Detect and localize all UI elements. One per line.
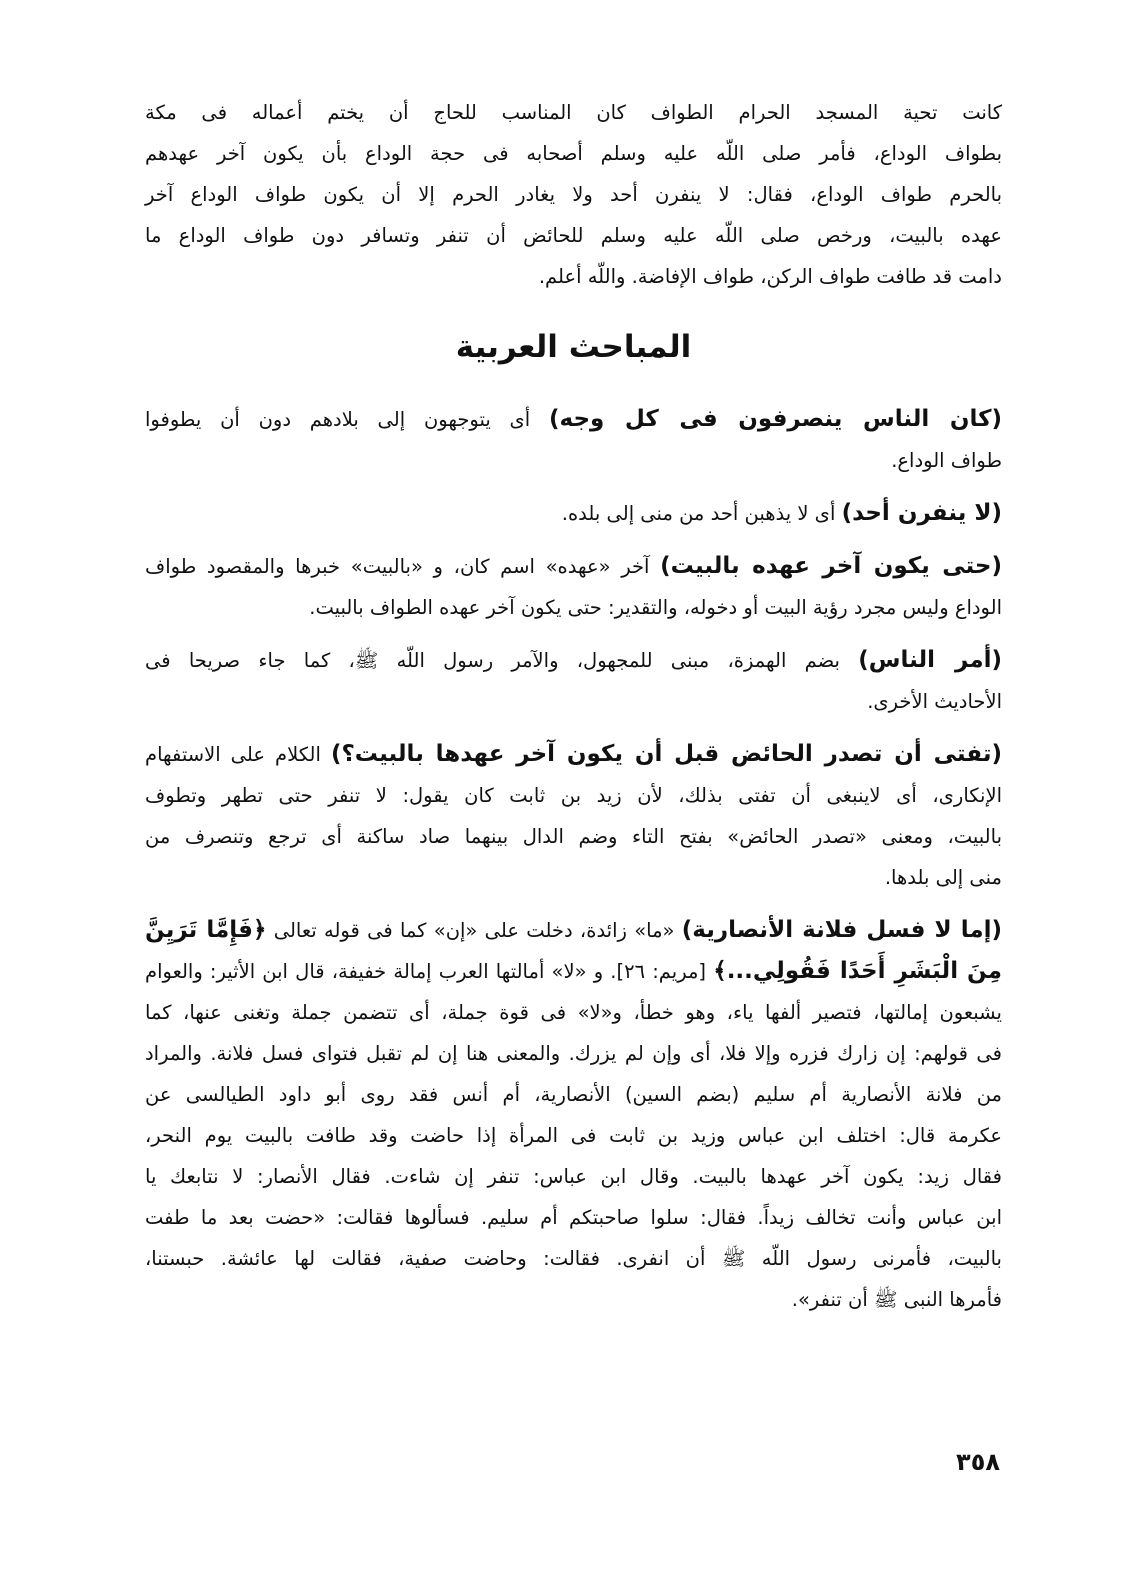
- text-line: [145, 951, 1002, 992]
- text-line: [145, 857, 1002, 898]
- line-text: عهده بالبيت، ورخص صلى اللّه عليه وسلم للحائض أن تنفر وتسافر دون طواف الوداع ما: [145, 224, 1002, 247]
- line-text: من فلانة الأنصارية أم سليم (بضم السين) الأنصارية، أم أنس فقد روى أبو داود الطيالسى عن: [145, 1083, 1002, 1106]
- text-line: [145, 215, 1002, 256]
- line-text: منى إلى بلدها.: [884, 866, 1002, 889]
- text-line: [145, 734, 1002, 775]
- line-text: «ما» زائدة، دخلت على «إن» كما فى قوله تعالى: [266, 919, 682, 942]
- commentary-paragraph: [145, 493, 1002, 534]
- text-line: [145, 775, 1002, 816]
- line-text: كانت تحية المسجد الحرام الطواف كان المناسب للحاج أن يختم أعماله فى مكة: [145, 101, 1002, 124]
- text-line: [145, 1074, 1002, 1115]
- line-text: فى قولهم: إن زارك فزره وإلا فلا، أى وإن لم يزرك. والمعنى هنا إن لم تقبل فتواى فسل فلانة. والمراد: [145, 1042, 1002, 1065]
- section-heading: المباحث العربية: [455, 329, 692, 365]
- text-line: [145, 1115, 1002, 1156]
- commentary-paragraph: [145, 734, 1002, 898]
- line-text: الوداع وليس مجرد رؤية البيت أو دخوله، والتقدير: حتى يكون آخر عهده الطواف بالبيت.: [309, 596, 1002, 619]
- page-body: [145, 92, 1002, 1332]
- line-text: بطواف الوداع، فأمر صلى اللّه عليه وسلم أصحابه فى حجة الوداع بأن يكون آخر عهدهم: [145, 142, 1002, 165]
- commentary-section: [145, 399, 1002, 1320]
- commentary-paragraph: [145, 399, 1002, 481]
- line-text: طواف الوداع.: [891, 449, 1002, 472]
- bold-term: (إما لا فسل فلانة الأنصارية): [681, 917, 1003, 943]
- text-line: [145, 133, 1002, 174]
- commentary-paragraph: [145, 640, 1002, 722]
- bold-term: مِنَ الْبَشَرِ أَحَدًا فَقُولِي...﴾: [713, 958, 1003, 984]
- line-text: بضم الهمزة، مبنى للمجهول، والآمر رسول اللّه ﷺ، كما جاء صريحا فى: [145, 649, 859, 672]
- commentary-paragraph: [145, 910, 1002, 1320]
- text-line: [145, 910, 1002, 951]
- line-text: الأحاديث الأخرى.: [867, 690, 1002, 713]
- line-text: الكلام على الاستفهام: [145, 743, 331, 766]
- text-line: [145, 587, 1002, 628]
- text-line: [145, 992, 1002, 1033]
- line-text: ابن عباس وأنت تخالف زيداً. فقال: سلوا صاحبتكم أم سليم. فسألوها فقالت: «حضت بعد ما طفت: [145, 1206, 1002, 1229]
- line-text: أى لا يذهبن أحد من منى إلى بلده.: [561, 502, 842, 525]
- bold-term: (حتى يكون آخر عهده بالبيت): [660, 553, 1002, 579]
- line-text: أى يتوجهون إلى بلادهم دون أن يطوفوا: [145, 408, 549, 431]
- line-text: عكرمة قال: اختلف ابن عباس وزيد بن ثابت فى المرأة إذا حاضت وقد طافت بالبيت يوم النحر،: [145, 1124, 1002, 1147]
- text-line: [145, 1156, 1002, 1197]
- line-text: يشبعون إمالتها، فتصير ألفها ياء، وهو خطأ، و«لا» فى قوة جملة، أى تتضمن جملة وتغنى عنها، كما: [145, 1001, 1002, 1024]
- text-line: [145, 1238, 1002, 1279]
- text-line: [145, 1033, 1002, 1074]
- line-text: [مريم: ٢٦]. و «لا» أمالتها العرب إمالة خفيفة، قال ابن الأثير: والعوام: [145, 960, 714, 983]
- line-text: دامت قد طافت طواف الركن، طواف الإفاضة. واللّه أعلم.: [538, 265, 1002, 288]
- bold-term: (تفتى أن تصدر الحائض قبل أن يكون آخر عهدها بالبيت؟): [330, 741, 1002, 767]
- line-text: بالبيت، فأمرنى رسول اللّه ﷺ أن انفرى. فقالت: وحاضت صفية، فقالت لها عائشة. حبستنا،: [145, 1247, 1002, 1270]
- intro-paragraph: [145, 92, 1002, 297]
- text-line: [145, 440, 1002, 481]
- line-text: فقال زيد: يكون آخر عهدها بالبيت. وقال ابن عباس: تنفر إن شاءت. فقال الأنصار: لا نتابعك يا: [145, 1165, 1002, 1188]
- page-number: ٣٥٨: [956, 1448, 1000, 1476]
- text-line: [145, 174, 1002, 215]
- line-text: الإنكارى، أى لاينبغى أن تفتى بذلك، لأن زيد بن ثابت كان يقول: لا تنفر حتى تطهر وتطوف: [145, 784, 1002, 807]
- text-line: [145, 1197, 1002, 1238]
- bold-term: (أمر الناس): [858, 647, 1002, 673]
- text-line: [145, 493, 1002, 534]
- line-text: بالحرم طواف الوداع، فقال: لا ينفرن أحد ولا يغادر الحرم إلا أن يكون طواف الوداع آخر: [145, 183, 1002, 206]
- text-line: [145, 1279, 1002, 1320]
- line-text: آخر «عهده» اسم كان، و «بالبيت» خبرها والمقصود طواف: [145, 555, 661, 578]
- text-line: [145, 92, 1002, 133]
- text-line: [145, 399, 1002, 440]
- line-text: فأمرها النبى ﷺ أن تنفر».: [791, 1288, 1002, 1311]
- text-line: [145, 256, 1002, 297]
- commentary-paragraph: [145, 546, 1002, 628]
- bold-term: ﴿فَإِمَّا تَرَيِنَّ: [145, 917, 267, 943]
- line-text: بالبيت، ومعنى «تصدر الحائض» بفتح التاء وضم الدال بينهما صاد ساكنة أى ترجع وتنصرف من: [145, 825, 1002, 848]
- text-line: [145, 546, 1002, 587]
- bold-term: (كان الناس ينصرفون فى كل وجه): [548, 406, 1002, 432]
- text-line: [145, 640, 1002, 681]
- text-line: [145, 816, 1002, 857]
- bold-term: (لا ينفرن أحد): [841, 500, 1002, 526]
- text-line: [145, 681, 1002, 722]
